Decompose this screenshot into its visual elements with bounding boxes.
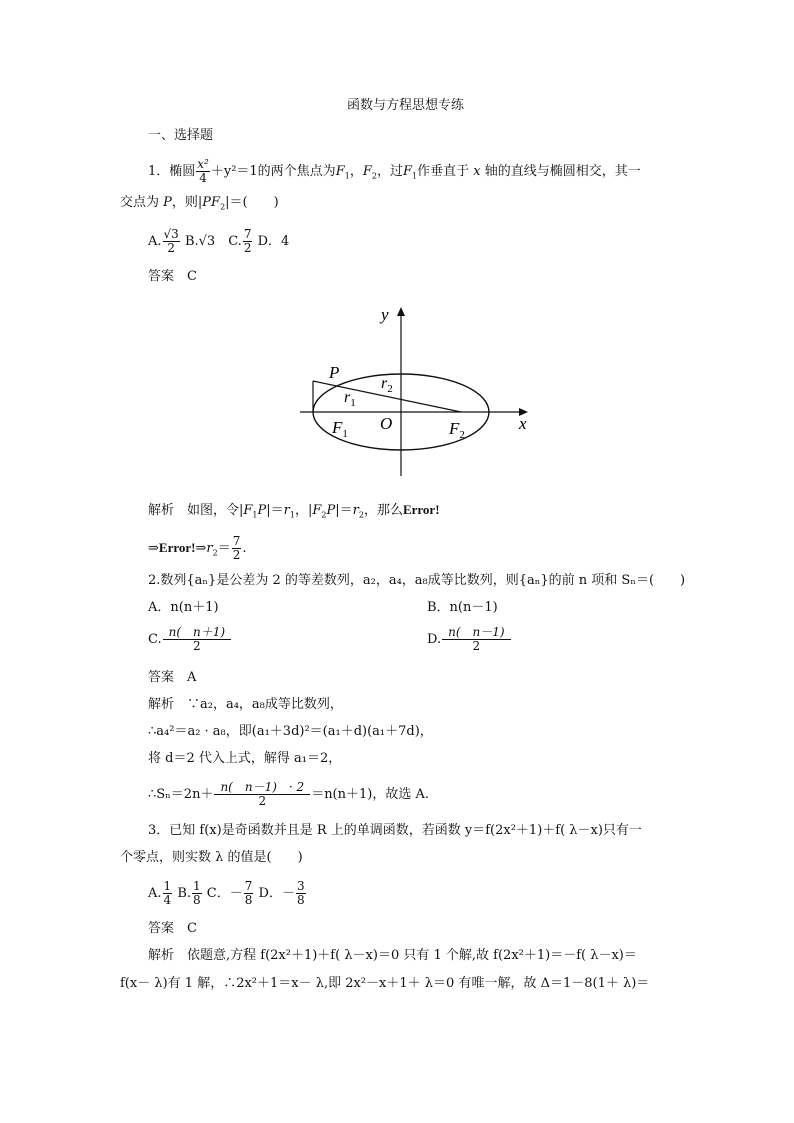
q3-options — [148, 880, 307, 907]
q3-solution-2: f(x－ λ)有 1 解，∴2x²＋1＝x－ λ,即 2x²－x＋1＋ λ＝0 有唯一解，故 Δ＝1－8(1＋ λ)＝ — [120, 976, 650, 991]
label-r1: $r_1$ — [344, 389, 356, 409]
q2-option-d — [427, 626, 512, 653]
q1-option-c-frac — [243, 228, 253, 255]
q2-option-d-frac — [442, 626, 510, 653]
q3-a-den: 4 — [163, 893, 172, 907]
q2-option-c-frac — [163, 626, 231, 653]
q1-option-a-den: 2 — [167, 241, 175, 255]
q2-option-c — [148, 626, 232, 653]
q1-solution-line2: $\Rightarrow Error!\Rightarrow r_2=$ $\frac{7}{2}$ . — [148, 534, 247, 562]
q3-option-d-frac — [296, 880, 306, 907]
q3-option-b-label: B. — [177, 886, 191, 901]
q3-d-num: 3 — [296, 879, 305, 893]
label-y: y — [381, 305, 389, 324]
q2-option-d-num: n( n－1) — [442, 626, 510, 640]
q1-text-c: ，过 — [376, 164, 403, 179]
q3-a-num: 1 — [163, 879, 172, 893]
q2-option-c-label: C. — [148, 632, 162, 647]
q3-option-d-label: D．－ — [258, 886, 295, 901]
q2-option-a: A．n(n＋1) — [148, 600, 219, 615]
q1-option-c-num: 7 — [243, 227, 252, 241]
q2-sol4-b: ＝n(n＋1)，故选 A. — [311, 787, 430, 802]
q1-line2-c: |＝( ) — [225, 195, 279, 210]
q1-sol2-arrow: ⇒ — [148, 541, 159, 556]
q2-solution-1: 解析 ∵a₂，a₄，a₈成等比数列， — [148, 697, 343, 712]
q1-option-a-num: √3 — [163, 227, 179, 241]
q3-c-num: 7 — [244, 879, 253, 893]
q1-frac-den: 4 — [199, 171, 207, 185]
q2-solution-3: 将 d＝2 代入上式，解得 a₁＝2， — [148, 751, 342, 766]
q3-answer: 答案 C — [148, 921, 197, 936]
q1-line2-a: 交点为 — [120, 195, 160, 210]
q1-sol2-frac — [232, 535, 242, 562]
q3-option-a-frac — [163, 880, 173, 907]
q2-option-c-num: n( n＋1) — [163, 626, 231, 640]
q2-sol4-num: n( n－1) · 2 — [214, 781, 310, 795]
q1-error-text-2: Error! — [158, 540, 196, 555]
q3-option-c-frac — [244, 880, 254, 907]
q1-option-d: D．4 — [257, 234, 290, 249]
q3-b-num: 1 — [193, 879, 201, 893]
q1-sol2-arrow2: ⇒ — [195, 541, 207, 556]
q3-d-den: 8 — [296, 893, 305, 907]
q1-answer: 答案 C — [148, 269, 197, 284]
q1-fraction-x2-over-4 — [196, 158, 210, 185]
q1-text-b: ＋y²＝1的两个焦点为 — [210, 164, 336, 179]
q3-solution-1: 解析 依题意,方程 f(2x²＋1)＋f( λ－x)＝0 只有 1 个解,故 f(2x²＋1)＝－f( λ－x)＝ — [148, 948, 637, 963]
q1-option-c-den: 2 — [243, 241, 252, 255]
q1-sol2-den: 2 — [232, 548, 241, 562]
q1-line2: 交点为 P，则$|PF_2|=$( ) — [120, 195, 279, 212]
q3-option-a-label: A. — [148, 886, 162, 901]
ellipse-figure — [283, 296, 543, 488]
q1-sol-a: 解析 如图，令| — [148, 503, 244, 518]
q3-line2: 个零点，则实数 λ 的值是( ) — [120, 850, 303, 865]
label-f1: $F_1$ — [332, 418, 348, 440]
label-origin: O — [380, 414, 393, 433]
q3-line1: 3．已知 f(x)是奇函数并且是 R 上的单调函数，若函数 y＝f(2x²＋1)＋f( λ－x)只有一 — [148, 823, 642, 838]
q2-stem: 2.数列{aₙ}是公差为 2 的等差数列，a₂，a₄，a₈成等比数列，则{aₙ}的前 n 项和 Sₙ＝( ) — [148, 573, 686, 588]
q3-option-c-label: C．－ — [206, 886, 243, 901]
q2-answer: 答案 A — [148, 670, 197, 685]
q2-sol4-den: 2 — [258, 794, 267, 808]
q2-solution-2: ∴a₄²＝a₂ · a₈，即(a₁＋3d)²＝(a₁＋d)(a₁＋7d)， — [148, 724, 433, 739]
q1-text-e: 作垂直于 — [417, 164, 470, 179]
q3-c-den: 8 — [244, 893, 253, 907]
q1-frac-num: x² — [197, 157, 209, 171]
q1-solution-line1: 解析 如图，令$|F_1P|=r_1$，$|F_2P|=r_2$，那么Error! — [148, 502, 440, 520]
q1-sol2-dot: . — [242, 541, 247, 556]
q2-option-c-den: 2 — [193, 639, 201, 653]
q2-sol4-a: ∴Sₙ＝2n＋ — [148, 787, 214, 802]
q2-option-d-label: D. — [427, 632, 442, 647]
q2-sol4-frac — [214, 781, 310, 808]
q1-sol2-num: 7 — [232, 534, 241, 548]
q3-b-den: 8 — [193, 893, 201, 907]
q1-sol-d: |＝ — [335, 503, 353, 518]
q1-option-b-c-label: B.√3 C. — [184, 234, 242, 249]
label-p: P — [329, 363, 340, 382]
q2-option-b: B．n(n－1) — [427, 600, 498, 615]
q2-solution-4 — [148, 781, 429, 808]
label-x: x — [519, 414, 527, 433]
q1-sol-c: ，| — [294, 503, 313, 518]
q1-sol-b: |＝ — [266, 503, 284, 518]
q3-option-b-frac — [192, 880, 202, 907]
q1-option-a-frac — [163, 228, 180, 255]
label-f2: $F_2$ — [449, 419, 465, 441]
q1-option-a-label: A. — [148, 234, 162, 249]
section-heading: 一、选择题 — [148, 128, 214, 143]
q1-sol2-eq: ＝ — [217, 541, 231, 556]
q1-text-a: 1．椭圆 — [148, 164, 196, 179]
page-title: 函数与方程思想专练 — [347, 98, 465, 113]
q1-line2-b: ，则| — [171, 195, 203, 210]
q1-error-text: Error! — [402, 502, 440, 517]
q1-sol-e: ，那么 — [363, 503, 403, 518]
q1-line1: 1．椭圆 $\frac{\text{x²}}{4}$ ＋y²＝1的两个焦点为$F_1$，$F_2$，过$F_1$作垂直于 x 轴的直线与椭圆相交，其一 — [148, 157, 641, 185]
q1-text-f: 轴的直线与椭圆相交，其一 — [484, 164, 641, 179]
q2-option-d-den: 2 — [472, 639, 481, 653]
y-axis-arrow — [397, 307, 405, 316]
label-r2: $r_2$ — [381, 375, 393, 395]
q1-options — [148, 228, 289, 255]
